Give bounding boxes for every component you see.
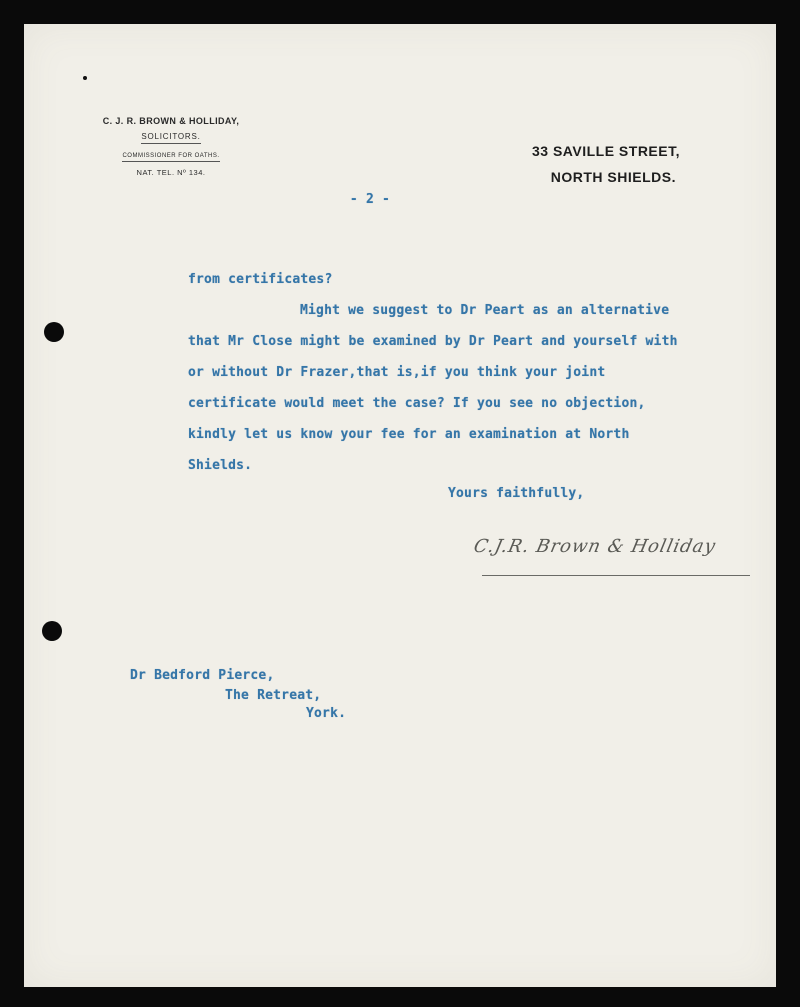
signature-underline	[482, 575, 750, 576]
recipient-line2: The Retreat,	[225, 688, 322, 703]
body-line: or without Dr Frazer,that is,if you think your joint	[188, 365, 606, 380]
punch-hole-bottom	[42, 621, 62, 641]
body-line: Shields.	[188, 458, 253, 473]
letterhead-address	[470, 138, 680, 190]
recipient-name: Dr Bedford Pierce,	[130, 668, 275, 683]
handwritten-signature: C.J.R. Brown & Holliday	[471, 536, 718, 557]
body-line: certificate would meet the case? If you see no objection,	[188, 396, 646, 411]
body-line: Might we suggest to Dr Peart as an alternative	[300, 303, 670, 318]
body-line: from certificates?	[188, 272, 333, 287]
closing-salutation: Yours faithfully,	[448, 486, 585, 501]
address-street: 33 SAVILLE STREET,	[532, 143, 680, 159]
ink-speck	[83, 76, 87, 80]
firm-name: C. J. R. BROWN & HOLLIDAY,	[102, 116, 240, 126]
recipient-line3: York.	[306, 706, 347, 721]
punch-hole-top	[44, 322, 64, 342]
address-town: NORTH SHIELDS.	[550, 169, 676, 185]
letterhead-firm-block	[96, 116, 246, 177]
commissioner-for-oaths: COMMISSIONER FOR OATHS.	[122, 153, 219, 162]
body-line: that Mr Close might be examined by Dr Peart and yourself with	[188, 334, 678, 349]
page-number: - 2 -	[349, 192, 391, 207]
firm-role: SOLICITORS.	[141, 132, 200, 144]
body-line: kindly let us know your fee for an examination at North	[188, 427, 630, 442]
telephone-number: NAT. TEL. Nº 134.	[136, 168, 206, 177]
